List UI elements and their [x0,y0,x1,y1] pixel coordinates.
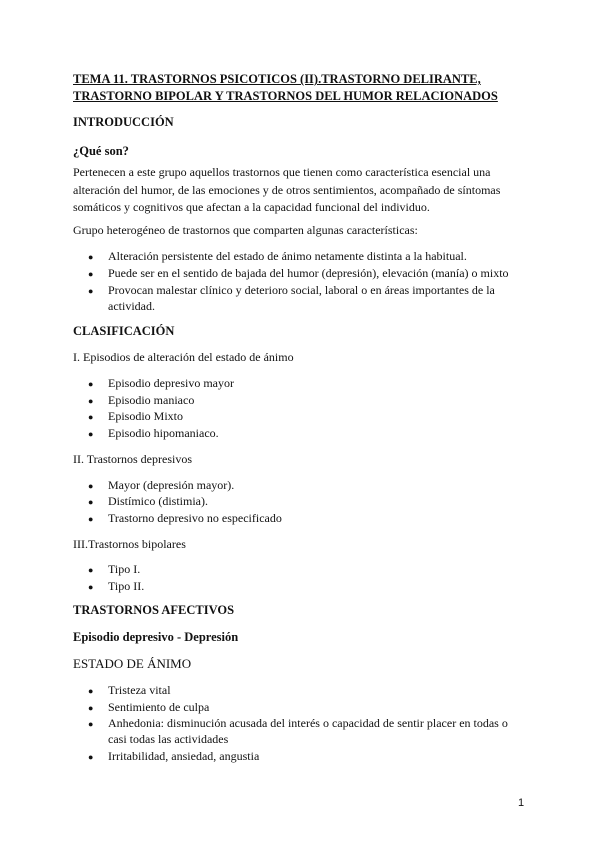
afectivos-subheading: Episodio depresivo - Depresión [73,630,239,644]
intro-paragraph-line-2: alteración del humor, de las emociones y de otros sentimientos, acompañado de síntomas [73,183,501,197]
bullet-dot: ● [88,719,94,729]
list-item: Mayor (depresión mayor). [108,478,235,492]
estado-de-animo-heading: ESTADO DE ÁNIMO [73,656,192,671]
list-item-continuation: actividad. [108,299,155,313]
list-item: Tristeza vital [108,683,171,697]
bullet-dot: ● [88,429,94,439]
bullet-dot: ● [88,379,94,389]
document-title-line-2: TRASTORNO BIPOLAR Y TRASTORNOS DEL HUMOR RELACIONADOS [73,89,498,103]
list-item: Irritabilidad, ansiedad, angustia [108,749,260,763]
list-item: Episodio depresivo mayor [108,376,234,390]
page-number: 1 [518,797,525,809]
bullet-dot: ● [88,752,94,762]
list-item: Episodio maniaco [108,393,195,407]
bullet-dot: ● [88,686,94,696]
list-item: Episodio Mixto [108,409,184,423]
clasificacion-section-3: III.Trastornos bipolares [73,537,186,551]
bullet-dot: ● [88,269,94,279]
clasificacion-heading: CLASIFICACIÓN [73,324,175,338]
list-item: Trastorno depresivo no especificado [108,511,282,525]
bullet-dot: ● [88,412,94,422]
list-item: Episodio hipomaniaco. [108,426,219,440]
list-item: Sentimiento de culpa [108,700,210,714]
list-item: Provocan malestar clínico y deterioro social, laboral o en áreas importantes de la [108,283,495,297]
clasificacion-section-1: I. Episodios de alteración del estado de ánimo [73,350,294,364]
list-item: Puede ser en el sentido de bajada del humor (depresión), elevación (manía) o mixto [108,266,509,280]
document-title-line-1: TEMA 11. TRASTORNOS PSICOTICOS (II).TRASTORNO DELIRANTE, [73,72,481,86]
bullet-dot: ● [88,582,94,592]
intro-group-text: Grupo heterogéneo de trastornos que comparten algunas características: [73,223,418,237]
clasificacion-section-2: II. Trastornos depresivos [73,452,192,466]
bullet-dot: ● [88,703,94,713]
list-item: Alteración persistente del estado de ánimo netamente distinta a la habitual. [108,249,467,263]
bullet-dot: ● [88,286,94,296]
intro-paragraph-line-3: somáticos y cognitivos que afectan a la capacidad funcional del individuo. [73,200,430,214]
intro-heading: INTRODUCCIÓN [73,115,174,129]
list-item: Tipo II. [108,579,145,593]
list-item: Anhedonia: disminución acusada del interés o capacidad de sentir placer en todas o [108,716,508,730]
intro-paragraph-line-1: Pertenecen a este grupo aquellos trastornos que tienen como característica esencial una [73,165,491,179]
bullet-dot: ● [88,396,94,406]
afectivos-heading: TRASTORNOS AFECTIVOS [73,603,235,617]
bullet-dot: ● [88,481,94,491]
list-item-continuation: casi todas las actividades [108,732,229,746]
intro-subheading: ¿Qué son? [73,144,129,158]
list-item: Distímico (distimia). [108,494,208,508]
bullet-dot: ● [88,497,94,507]
bullet-dot: ● [88,514,94,524]
bullet-dot: ● [88,252,94,262]
list-item: Tipo I. [108,562,141,576]
bullet-dot: ● [88,565,94,575]
